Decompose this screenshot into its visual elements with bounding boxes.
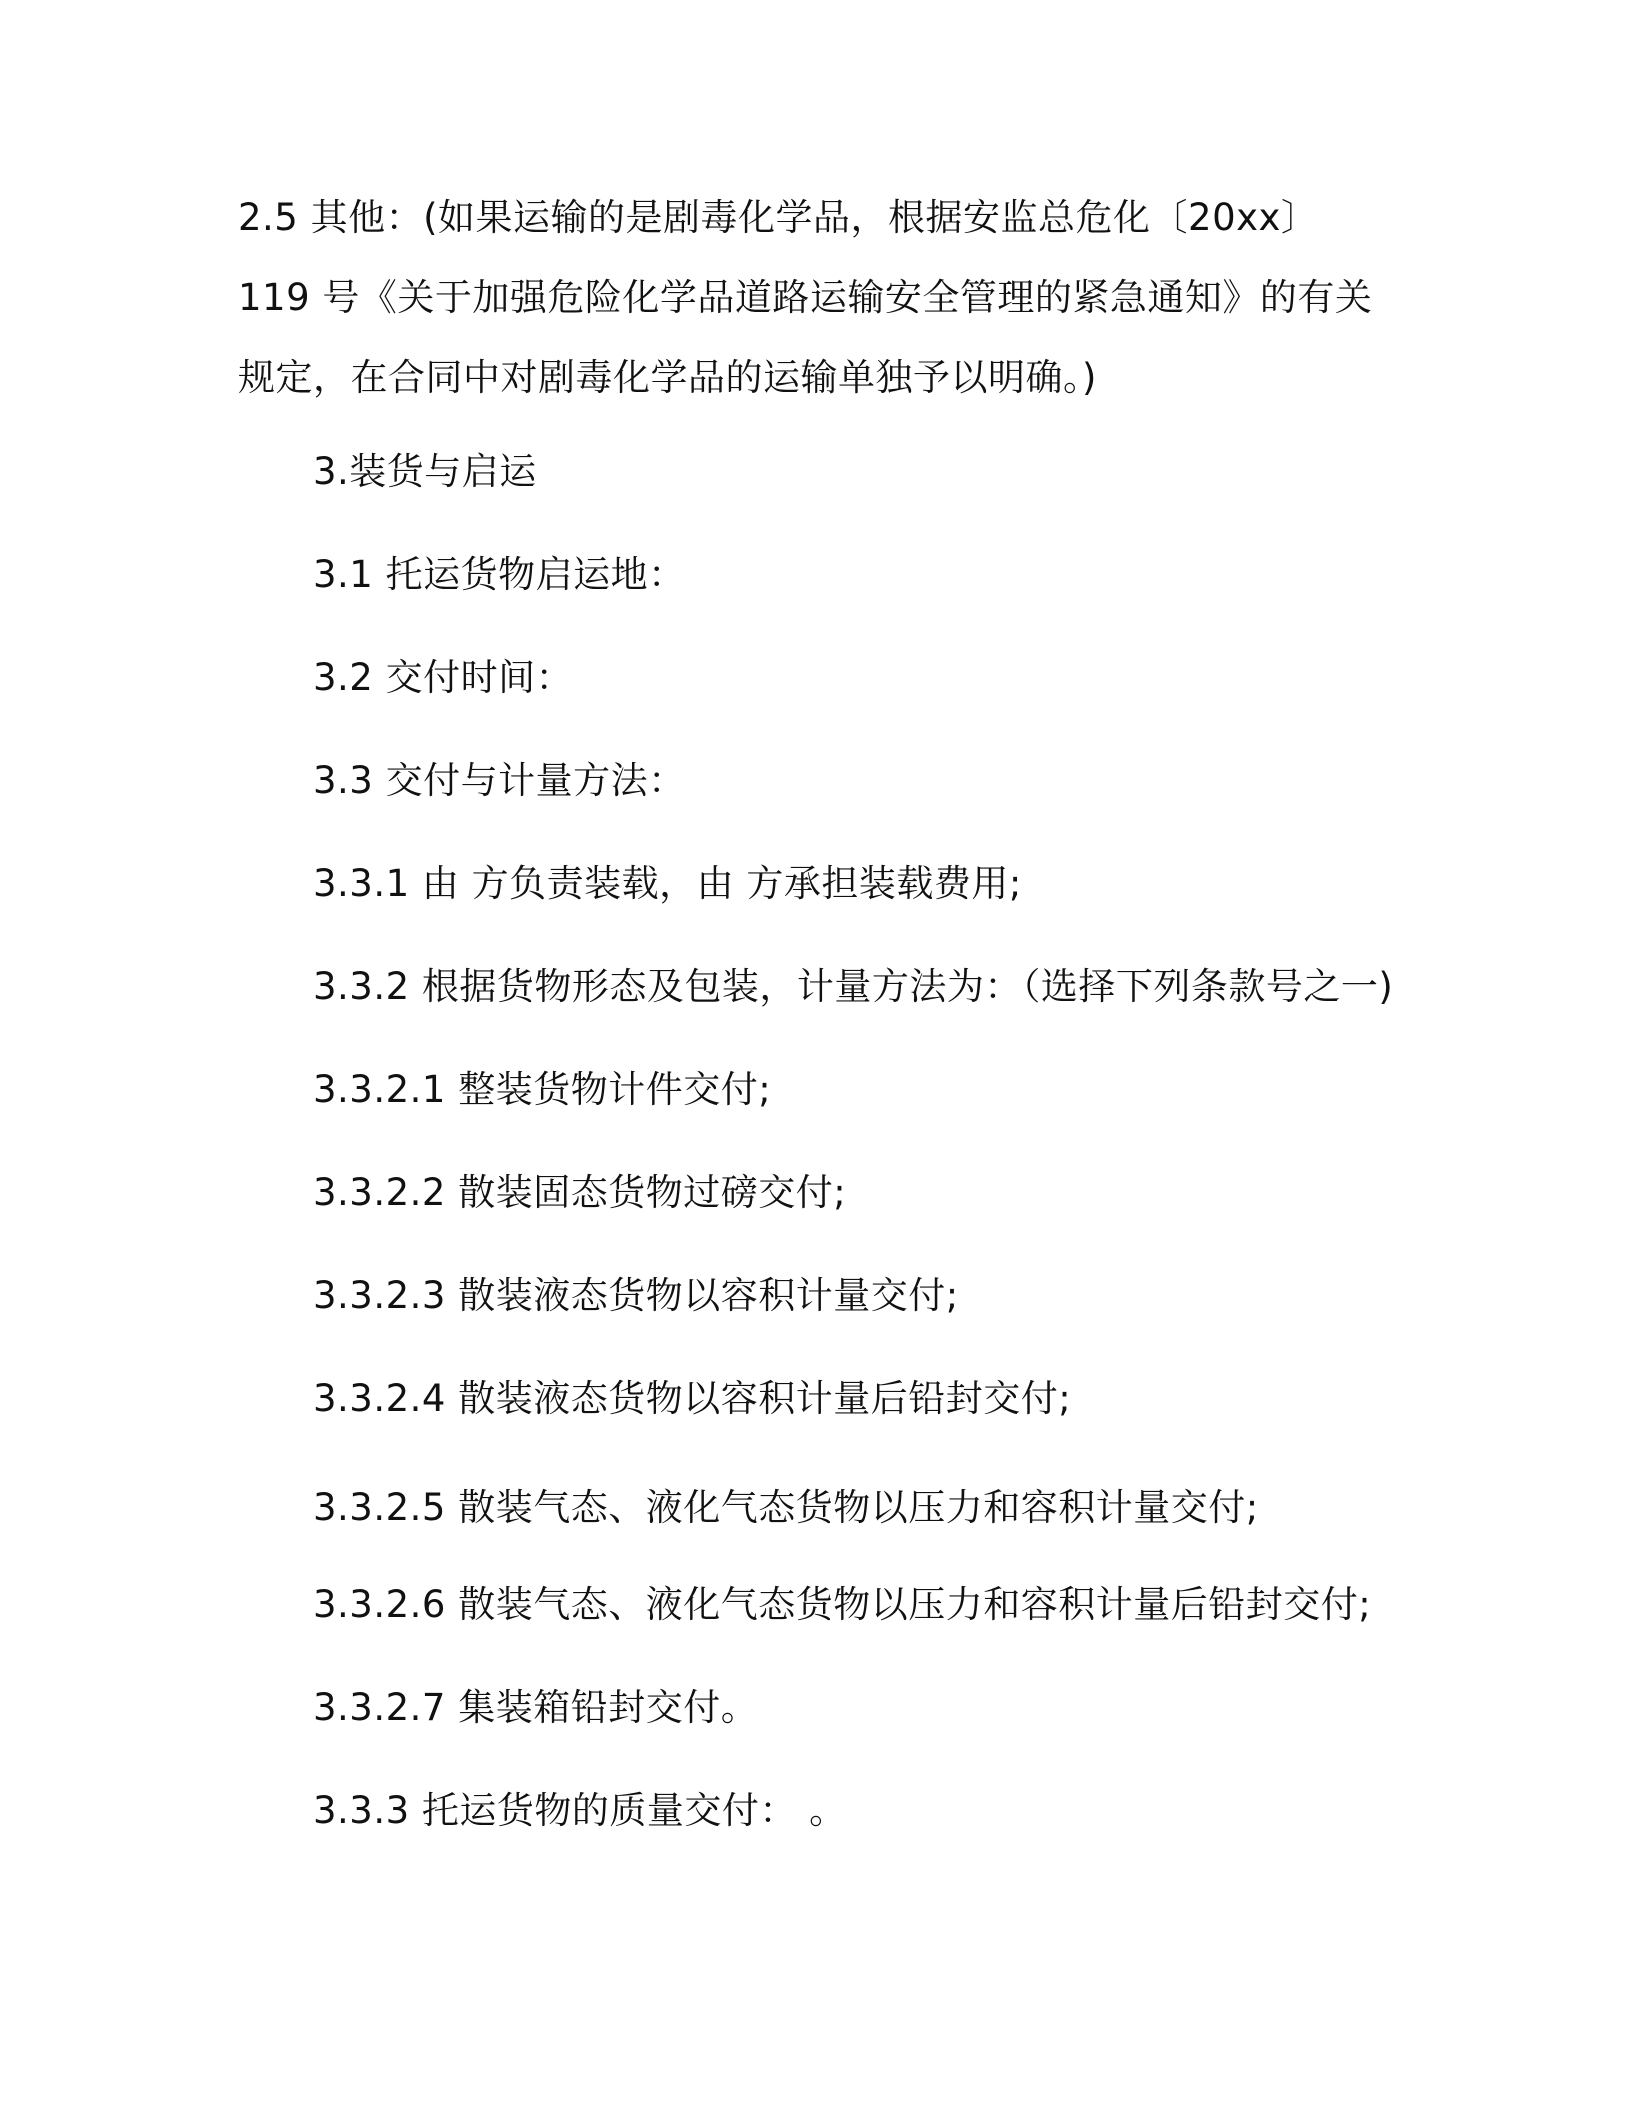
item-3-3-2-4: 3.3.2.4 散装液态货物以容积计量后铅封交付; [313,1377,1072,1420]
item-3-3-2-3: 3.3.2.3 散装液态货物以容积计量交付; [313,1274,959,1317]
paragraph-2-5 [238,178,1418,418]
item-3-3-2-7: 3.3.2.7 集装箱铅封交付。 [313,1686,759,1729]
item-3-3-2: 3.3.2 根据货物形态及包装，计量方法为：（选择下列条款号之一) [313,965,1394,1008]
heading-3: 3.装货与启运 [313,450,537,493]
item-3-1: 3.1 托运货物启运地： [313,553,686,596]
item-3-3-2-2: 3.3.2.2 散装固态货物过磅交付; [313,1171,847,1214]
item-3-3-3: 3.3.3 托运货物的质量交付： 。 [313,1789,847,1832]
paragraph-2-5-line-3: 规定，在合同中对剧毒化学品的运输单独予以明确。) [238,356,1097,399]
item-3-2: 3.2 交付时间： [313,656,574,699]
item-3-3-2-1: 3.3.2.1 整装货物计件交付; [313,1068,772,1111]
paragraph-2-5-line-1: 2.5 其他：(如果运输的是剧毒化学品，根据安监总危化〔20xx〕 [238,196,1319,239]
item-3-3-2-5: 3.3.2.5 散装气态、液化气态货物以压力和容积计量交付; [313,1486,1259,1529]
paragraph-2-5-line-2: 119 号《关于加强危险化学品道路运输安全管理的紧急通知》的有关 [238,276,1373,319]
item-3-3-2-6: 3.3.2.6 散装气态、液化气态货物以压力和容积计量后铅封交付; [313,1583,1372,1626]
item-3-3-1: 3.3.1 由 方负责装载，由 方承担装载费用; [313,862,1022,905]
item-3-3: 3.3 交付与计量方法： [313,759,686,802]
